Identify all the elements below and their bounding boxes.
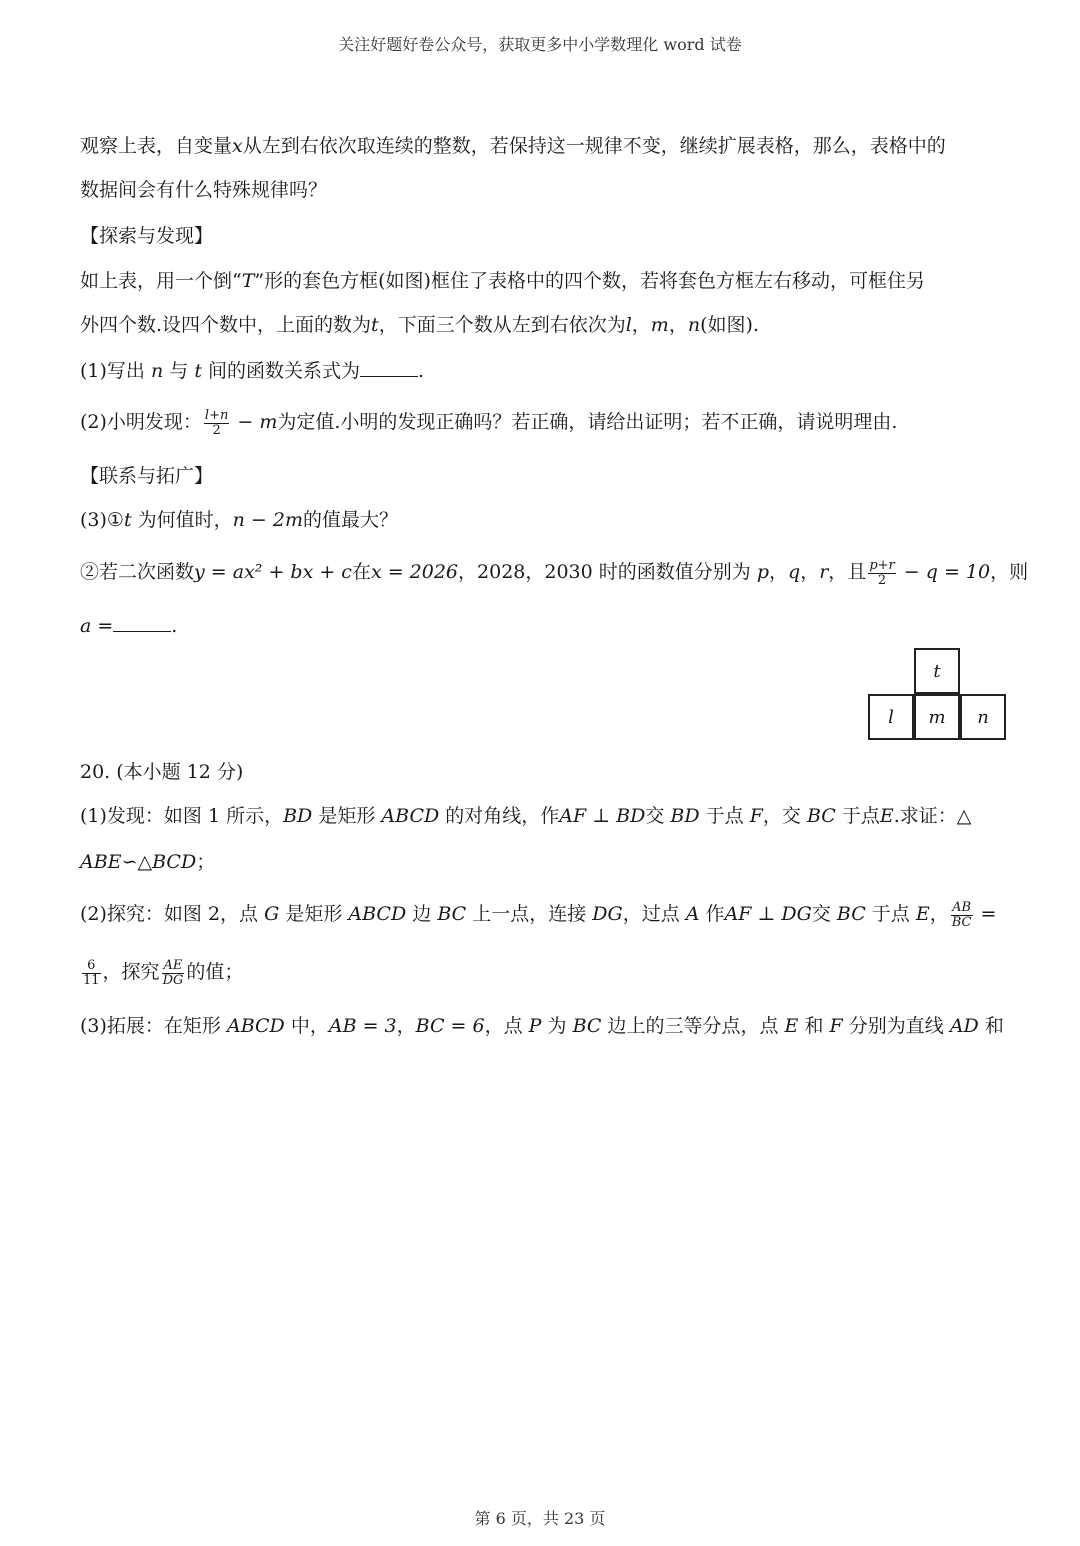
text: 是矩形: [318, 805, 376, 827]
math-term: ABCD: [226, 1015, 285, 1037]
text: −: [231, 411, 260, 433]
text: 间的函数关系式为: [208, 360, 361, 382]
text: ，: [929, 903, 949, 925]
text: 交: [645, 805, 665, 827]
page-footer: 第 6 页，共 23 页: [474, 1509, 606, 1528]
text: 从左到右依次取连续的整数，若保持这一规律不变，继续扩展表格，那么，表格中的: [242, 135, 946, 157]
problem-20-part-1-line-1: [80, 802, 1010, 830]
math-expression: n − 2m: [232, 509, 303, 531]
math-expression: AF ⊥ BD: [559, 805, 646, 827]
text: ，: [800, 561, 820, 583]
text: ，点: [484, 1015, 523, 1037]
variable-T: T: [241, 270, 255, 292]
fraction-p-plus-r-over-2: [868, 559, 895, 588]
fraction-denominator: 11: [83, 972, 100, 988]
text: (3)①: [80, 509, 124, 531]
question-3-answer: [80, 612, 1010, 640]
variable-q: q: [788, 561, 801, 583]
question-3-part-2: [80, 557, 1029, 588]
text: =: [974, 903, 997, 925]
text: 是矩形: [285, 903, 343, 925]
cell-l: l: [868, 694, 914, 740]
text: ，过点: [622, 903, 680, 925]
math-expression: a =: [80, 615, 114, 637]
problem-20-title: 20. (本小题 12 分): [80, 761, 244, 783]
problem-20-part-1-line-2: [80, 848, 1010, 876]
text: 观察上表，自变量: [80, 135, 233, 157]
math-term: BC: [437, 903, 467, 925]
math-term: E: [784, 1015, 799, 1037]
math-expression: y = ax² + bx + c: [194, 561, 352, 583]
text: (1)写出: [80, 360, 145, 382]
text: (1)发现：如图 1 所示，: [80, 805, 284, 827]
math-term: G: [264, 903, 280, 925]
text: 与: [169, 360, 189, 382]
variable-l: l: [625, 314, 632, 336]
page-header: 关注好题好卷公众号，获取更多中小学数理化 word 试卷: [338, 35, 742, 54]
text: 中，: [290, 1015, 329, 1037]
math-term: ABE: [80, 851, 122, 873]
paragraph-explore-line-2: [80, 311, 1010, 339]
text: ”形的套色方框(如图)框住了表格中的四个数，若将套色方框左右移动，可框住另: [254, 270, 925, 292]
fraction-l-plus-n-over-2: [204, 409, 229, 438]
cell-t: t: [914, 648, 960, 694]
t-frame-figure: [866, 648, 1008, 742]
paragraph-observe-line-2: 数据间会有什么特殊规律吗？: [80, 179, 328, 201]
text: 为何值时，: [137, 509, 233, 531]
fraction-ab-over-bc: [951, 901, 973, 930]
question-1: [80, 357, 1010, 385]
text: ，: [769, 561, 789, 583]
answer-blank: [113, 613, 171, 632]
math-term: A: [685, 903, 700, 925]
text: .: [418, 360, 425, 382]
text: 和: [984, 1015, 1004, 1037]
variable-r: r: [819, 561, 829, 583]
math-term: BD: [283, 805, 313, 827]
text: 于点: [871, 903, 910, 925]
problem-20-part-3: [80, 1012, 1010, 1040]
text: ∽△: [121, 851, 153, 873]
math-term: ABCD: [348, 903, 407, 925]
math-term: E: [879, 805, 894, 827]
text: ，2028，2030 时的函数值分别为: [458, 561, 751, 583]
fraction-denominator: DG: [162, 972, 184, 988]
math-term: E: [915, 903, 930, 925]
text: 上一点，连接: [472, 903, 587, 925]
section-heading-extend: 【联系与拓广】: [80, 465, 214, 487]
question-3-part-1: [80, 506, 1010, 534]
question-2: [80, 408, 1010, 438]
fraction-6-over-11: [82, 959, 101, 988]
text: ，: [668, 314, 688, 336]
text: .求证：△: [893, 805, 972, 827]
fraction-numerator: p+r: [869, 557, 895, 573]
text: ，则: [990, 561, 1029, 583]
text: 的对角线，作: [445, 805, 560, 827]
variable-t: t: [194, 360, 202, 382]
math-expression: AF ⊥ DG: [724, 903, 812, 925]
math-term: BD: [670, 805, 700, 827]
section-heading-explore: 【探索与发现】: [80, 225, 214, 247]
text: ，: [396, 1015, 416, 1037]
fraction-numerator: AE: [163, 957, 183, 973]
text: .: [171, 615, 178, 637]
text: 于点: [841, 805, 880, 827]
text: 交: [811, 903, 831, 925]
text: ，交: [762, 805, 801, 827]
answer-blank: [360, 358, 418, 377]
text: ，: [631, 314, 651, 336]
text: 分别为直线: [848, 1015, 944, 1037]
text: 为定值.小明的发现正确吗？若正确，请给出证明；若不正确，请说明理由.: [277, 411, 898, 433]
text: −: [897, 561, 926, 583]
text: ，下面三个数从左到右依次为: [378, 314, 626, 336]
fraction-denominator: 2: [877, 572, 887, 588]
text: 如上表，用一个倒“: [80, 270, 242, 292]
text: ②若二次函数: [80, 561, 195, 583]
text: 的值最大？: [303, 509, 399, 531]
math-term: BCD: [152, 851, 197, 873]
cell-n: n: [960, 694, 1006, 740]
math-term: BC: [572, 1015, 602, 1037]
text: ；: [196, 851, 216, 873]
text: ，且: [828, 561, 867, 583]
problem-20-part-2-line-2: [80, 958, 1010, 988]
text: 于点: [705, 805, 744, 827]
text: (2)探究：如图 2，点: [80, 903, 259, 925]
text: (如图).: [700, 314, 759, 336]
text: 在: [351, 561, 371, 583]
fraction-denominator: 2: [212, 422, 221, 438]
text: 作: [705, 903, 725, 925]
text: (2)小明发现：: [80, 411, 202, 433]
fraction-numerator: AB: [952, 899, 972, 915]
math-term: P: [528, 1015, 542, 1037]
paragraph-explore-line-1: [80, 267, 1010, 295]
text: 为: [547, 1015, 567, 1037]
variable-t: t: [371, 314, 379, 336]
fraction-numerator: l+n: [204, 407, 229, 423]
cell-m: m: [914, 694, 960, 740]
math-term: F: [749, 805, 763, 827]
math-expression: x = 2026: [370, 561, 459, 583]
text: 外四个数.设四个数中，上面的数为: [80, 314, 372, 336]
text: ，探究: [102, 961, 160, 983]
variable-p: p: [756, 561, 769, 583]
variable-n: n: [687, 314, 701, 336]
math-expression: BC = 6: [415, 1015, 485, 1037]
text: (3)拓展：在矩形: [80, 1015, 221, 1037]
text: 和: [804, 1015, 824, 1037]
fraction-ae-over-dg: [162, 959, 185, 988]
math-term: BC: [806, 805, 836, 827]
variable-m: m: [650, 314, 669, 336]
math-term: ABCD: [381, 805, 440, 827]
fraction-numerator: 6: [82, 959, 101, 974]
problem-20-part-2-line-1: [80, 900, 1010, 930]
variable-m: m: [259, 411, 278, 433]
variable-x: x: [232, 135, 243, 157]
fraction-denominator: BC: [951, 914, 972, 930]
variable-n: n: [150, 360, 164, 382]
math-term: DG: [592, 903, 623, 925]
math-term: BC: [836, 903, 866, 925]
paragraph-observe-line-1: [80, 132, 1010, 160]
math-expression: q = 10: [925, 561, 991, 583]
math-term: F: [829, 1015, 843, 1037]
math-expression: AB = 3: [328, 1015, 397, 1037]
text: 边上的三等分点，点: [607, 1015, 779, 1037]
text: 的值；: [186, 961, 244, 983]
variable-t: t: [123, 509, 132, 531]
text: 边: [412, 903, 432, 925]
math-term: AD: [949, 1015, 979, 1037]
